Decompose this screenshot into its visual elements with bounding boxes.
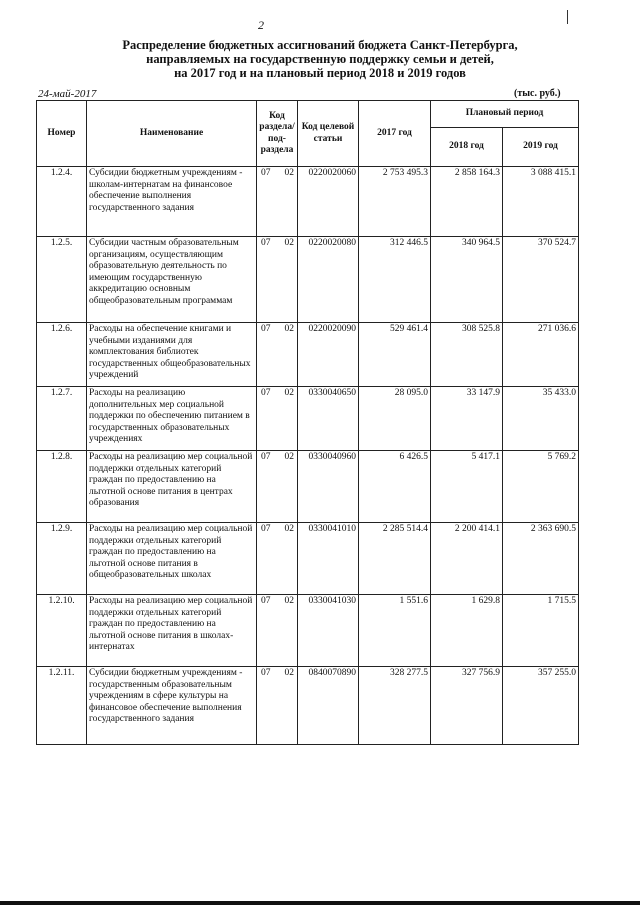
header-planned-period: Плановый период [431,101,579,128]
header-section-code: Код раздела/ под-раздела [257,101,298,167]
section-code: 07 [261,168,271,178]
header-2018: 2018 год [431,128,503,167]
row-value-2019: 271 036.6 [503,323,579,387]
row-name: Субсидии бюджетным учреждениям - государственным образовательным учреждениям в сфере культуры на финансовое обеспечение выполнения государственного задания [87,667,257,745]
table-row [37,237,579,323]
row-name: Расходы на обеспечение книгами и учебными изданиями для комплектования библиотек государственных общеобразовательных учреждений [87,323,257,387]
title-line: Распределение бюджетных ассигнований бюджета Санкт-Петербурга, [122,38,518,52]
row-number: 1.2.7. [37,387,87,451]
document-title [40,38,600,80]
row-number: 1.2.5. [37,237,87,323]
row-target-code: 0840070890 [298,667,359,745]
row-value-2017: 28 095.0 [359,387,431,451]
section-code: 07 [261,324,271,334]
table-row [37,523,579,595]
row-value-2018: 340 964.5 [431,237,503,323]
row-value-2018: 5 417.1 [431,451,503,523]
table-row [37,387,579,451]
row-value-2018: 33 147.9 [431,387,503,451]
row-value-2017: 529 461.4 [359,323,431,387]
row-target-code: 0220020080 [298,237,359,323]
header-name: Наименование [87,101,257,167]
row-number: 1.2.4. [37,167,87,237]
subsection-code: 02 [284,324,294,334]
row-target-code: 0220020060 [298,167,359,237]
row-value-2017: 6 426.5 [359,451,431,523]
subsection-code: 02 [284,388,294,398]
row-name: Расходы на реализацию мер социальной поддержки отдельных категорий граждан по предоставлению на льготной основе питания в центрах образования [87,451,257,523]
row-value-2019: 3 088 415.1 [503,167,579,237]
row-value-2019: 2 363 690.5 [503,523,579,595]
section-code: 07 [261,596,271,606]
subsection-code: 02 [284,168,294,178]
row-section-code [257,451,298,523]
row-value-2017: 2 285 514.4 [359,523,431,595]
row-name: Расходы на реализацию мер социальной поддержки отдельных категорий граждан по предоставлению на льготной основе питания в школах-интернатах [87,595,257,667]
row-value-2019: 370 524.7 [503,237,579,323]
row-value-2019: 357 255.0 [503,667,579,745]
row-number: 1.2.6. [37,323,87,387]
row-target-code: 0330040960 [298,451,359,523]
row-number: 1.2.11. [37,667,87,745]
row-value-2017: 2 753 495.3 [359,167,431,237]
row-value-2019: 35 433.0 [503,387,579,451]
table-row [37,167,579,237]
title-line: направляемых на государственную поддержку семьи и детей, [146,52,494,66]
header-2017: 2017 год [359,101,431,167]
section-code: 07 [261,452,271,462]
row-value-2017: 312 446.5 [359,237,431,323]
table-row [37,323,579,387]
row-name: Расходы на реализацию дополнительных мер социальной поддержки по обеспечению питанием в государственных образовательных учреждениях [87,387,257,451]
row-name: Расходы на реализацию мер социальной поддержки отдельных категорий граждан по предоставлению на льготной основе питания в общеобразовательных школах [87,523,257,595]
scan-bottom-edge [0,901,640,905]
subsection-code: 02 [284,668,294,678]
table-row [37,595,579,667]
document-date: 24-май-2017 [38,88,97,100]
row-section-code [257,667,298,745]
table-row [37,451,579,523]
row-section-code [257,237,298,323]
section-code: 07 [261,388,271,398]
subsection-code: 02 [284,452,294,462]
row-value-2018: 2 858 164.3 [431,167,503,237]
row-value-2018: 327 756.9 [431,667,503,745]
row-value-2017: 328 277.5 [359,667,431,745]
row-section-code [257,323,298,387]
row-section-code [257,595,298,667]
section-code: 07 [261,238,271,248]
table-row [37,667,579,745]
subsection-code: 02 [284,238,294,248]
row-section-code [257,523,298,595]
subsection-code: 02 [284,596,294,606]
row-target-code: 0220020090 [298,323,359,387]
row-name: Субсидии частным образовательным организациям, осуществляющим образовательную деятельность по имеющим государственную аккредитацию основным общеобразовательным программам [87,237,257,323]
row-value-2019: 5 769.2 [503,451,579,523]
row-target-code: 0330041030 [298,595,359,667]
row-number: 1.2.8. [37,451,87,523]
budget-table [36,100,579,745]
row-section-code [257,387,298,451]
header-target-code: Код целевой статьи [298,101,359,167]
page-number: 2 [258,18,264,32]
row-name: Субсидии бюджетным учреждениям - школам-интернатам на финансовое обеспечение выполнения государственного задания [87,167,257,237]
scan-mark [567,10,568,24]
row-value-2018: 308 525.8 [431,323,503,387]
section-code: 07 [261,668,271,678]
subsection-code: 02 [284,524,294,534]
row-value-2018: 1 629.8 [431,595,503,667]
row-target-code: 0330041010 [298,523,359,595]
row-value-2018: 2 200 414.1 [431,523,503,595]
units-label: (тыс. руб.) [514,88,561,99]
header-number: Номер [37,101,87,167]
row-number: 1.2.9. [37,523,87,595]
row-value-2019: 1 715.5 [503,595,579,667]
section-code: 07 [261,524,271,534]
title-line: на 2017 год и на плановый период 2018 и 2019 годов [174,66,466,80]
row-number: 1.2.10. [37,595,87,667]
row-section-code [257,167,298,237]
header-2019: 2019 год [503,128,579,167]
row-target-code: 0330040650 [298,387,359,451]
row-value-2017: 1 551.6 [359,595,431,667]
